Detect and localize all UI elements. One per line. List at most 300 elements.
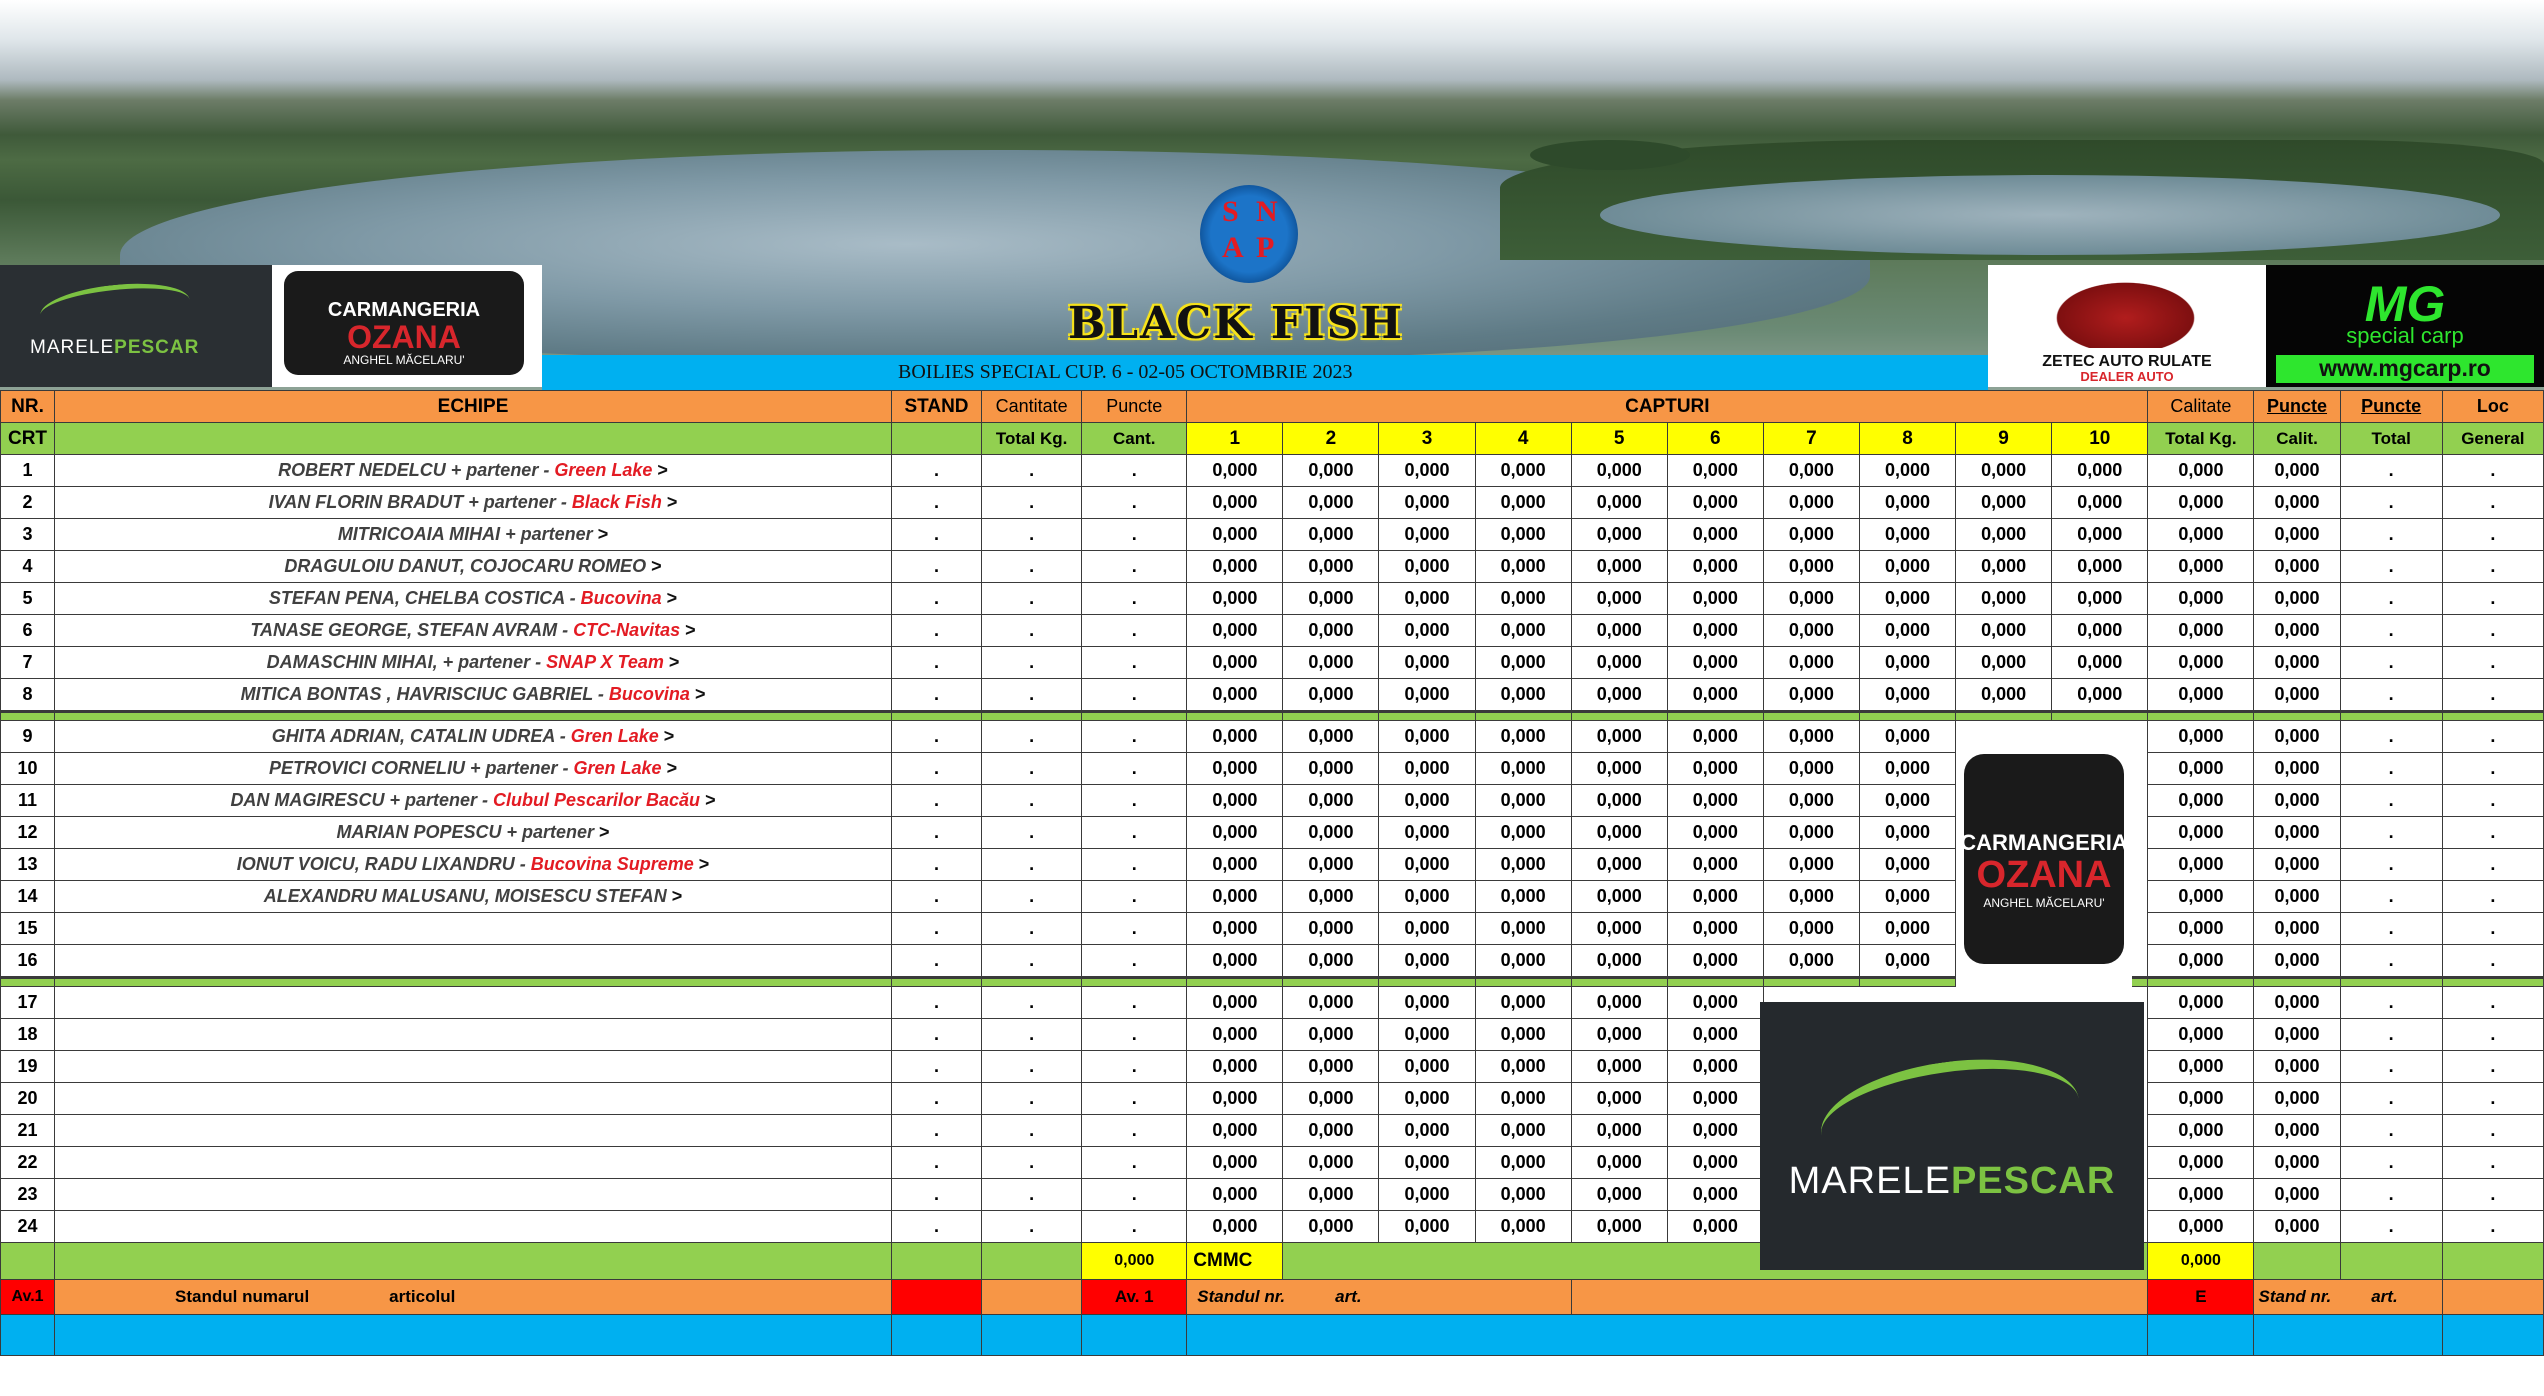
team-members: IONUT VOICU, RADU LIXANDRU - <box>236 854 531 874</box>
row-number: 21 <box>1 1115 55 1147</box>
av-capturi-span <box>1571 1280 2148 1315</box>
separator-cell <box>1763 712 1859 721</box>
capture-9-cell: 0,000 <box>1956 679 2052 712</box>
capture-2-cell: 0,000 <box>1283 1179 1379 1211</box>
table-row <box>1 583 2544 615</box>
row-number: 12 <box>1 817 55 849</box>
capture-4-cell: 0,000 <box>1475 615 1571 647</box>
separator-cell <box>1082 712 1187 721</box>
stand-cell: . <box>891 945 981 978</box>
puncte-total-cell: . <box>2340 1019 2442 1051</box>
separator-cell <box>1956 712 2052 721</box>
puncte-total-cell: . <box>2340 817 2442 849</box>
ozana-line3: ANGHEL MĂCELARU' <box>343 353 465 367</box>
ozana-logo-large <box>1956 734 2132 996</box>
capture-3-cell: 0,000 <box>1379 1019 1475 1051</box>
loc-general-cell: . <box>2442 1147 2543 1179</box>
col-puncte: Puncte <box>1082 391 1187 423</box>
capture-8-cell: 0,000 <box>1859 785 1955 817</box>
capture-5-cell: 0,000 <box>1571 1211 1667 1243</box>
separator-cell <box>55 978 892 987</box>
puncte-calit-cell: 0,000 <box>2254 455 2340 487</box>
team-cell <box>55 679 892 712</box>
separator-cell <box>1475 712 1571 721</box>
capture-4-cell: 0,000 <box>1475 753 1571 785</box>
team-cell <box>55 583 892 615</box>
row-number: 18 <box>1 1019 55 1051</box>
capture-6-cell: 0,000 <box>1667 1051 1763 1083</box>
total-kg-cell: . <box>982 679 1082 712</box>
col-capture-6: 6 <box>1667 423 1763 455</box>
puncte-total-cell: . <box>2340 881 2442 913</box>
capture-4-cell: 0,000 <box>1475 945 1571 978</box>
total-kg-cell: . <box>982 753 1082 785</box>
av1-b-label: Av. 1 <box>1082 1280 1187 1315</box>
capture-3-cell: 0,000 <box>1379 881 1475 913</box>
col-stand: STAND <box>891 391 981 423</box>
capture-4-cell: 0,000 <box>1475 1115 1571 1147</box>
row-number: 9 <box>1 721 55 753</box>
capture-3-cell: 0,000 <box>1379 987 1475 1019</box>
col-total-kg-2: Total Kg. <box>2148 423 2254 455</box>
table-row <box>1 1051 2544 1083</box>
puncte-total-cell: . <box>2340 615 2442 647</box>
capture-9-cell: 0,000 <box>1956 487 2052 519</box>
capture-5-cell: 0,000 <box>1571 647 1667 679</box>
capture-7-cell: 0,000 <box>1763 487 1859 519</box>
mgcarp-logo <box>2266 265 2544 387</box>
puncte-calit-cell: 0,000 <box>2254 1019 2340 1051</box>
totals-total <box>2340 1243 2442 1280</box>
separator-cell <box>982 712 1082 721</box>
row-arrow: > <box>685 620 696 640</box>
capture-8-cell: 0,000 <box>1859 519 1955 551</box>
capture-1-cell: 0,000 <box>1187 679 1283 712</box>
capture-6-cell: 0,000 <box>1667 1147 1763 1179</box>
team-members: MARIAN POPESCU + partener <box>336 822 595 842</box>
marele-pescar-text: MARELEPESCAR <box>30 337 200 358</box>
capture-5-cell: 0,000 <box>1571 615 1667 647</box>
capture-5-cell: 0,000 <box>1571 519 1667 551</box>
team-club: Bucovina <box>608 684 690 704</box>
marele-pescar-logo-large <box>1760 1002 2144 1270</box>
puncte-total-cell: . <box>2340 1211 2442 1243</box>
separator-cell <box>2340 712 2442 721</box>
row-number: 22 <box>1 1147 55 1179</box>
capture-2-cell: 0,000 <box>1283 615 1379 647</box>
row-number: 15 <box>1 913 55 945</box>
stand-cell: . <box>891 615 981 647</box>
separator-cell <box>891 978 981 987</box>
puncte-total-cell: . <box>2340 487 2442 519</box>
stand-cell: . <box>891 1211 981 1243</box>
separator-cell <box>1 978 55 987</box>
ozana-large-line1: CARMANGERIA <box>1960 830 2128 855</box>
team-club: CTC-Navitas <box>573 620 681 640</box>
team-cell <box>55 519 892 551</box>
calitate-total-kg-cell: 0,000 <box>2148 647 2254 679</box>
capture-6-cell: 0,000 <box>1667 551 1763 583</box>
snap-letter-a: A <box>1222 231 1244 264</box>
capture-5-cell: 0,000 <box>1571 817 1667 849</box>
capture-3-cell: 0,000 <box>1379 615 1475 647</box>
header-row-2 <box>1 423 2544 455</box>
capture-5-cell: 0,000 <box>1571 487 1667 519</box>
row-arrow: > <box>666 588 678 608</box>
team-club: Gren Lake <box>573 758 662 778</box>
stand-cell: . <box>891 1019 981 1051</box>
puncte-cant-cell: . <box>1082 987 1187 1019</box>
loc-general-cell: . <box>2442 1115 2543 1147</box>
capture-7-cell: 0,000 <box>1763 455 1859 487</box>
puncte-cant-cell: . <box>1082 1179 1187 1211</box>
team-cell <box>55 881 892 913</box>
group-separator <box>1 712 2544 721</box>
loc-general-cell: . <box>2442 519 2543 551</box>
calitate-total-kg-cell: 0,000 <box>2148 913 2254 945</box>
puncte-calit-cell: 0,000 <box>2254 881 2340 913</box>
puncte-cant-cell: . <box>1082 945 1187 978</box>
calitate-total-kg-cell: 0,000 <box>2148 519 2254 551</box>
capture-8-cell: 0,000 <box>1859 817 1955 849</box>
separator-cell <box>982 978 1082 987</box>
total-kg-cell: . <box>982 1147 1082 1179</box>
capture-10-cell: 0,000 <box>2052 679 2148 712</box>
table-row <box>1 1179 2544 1211</box>
capture-2-cell: 0,000 <box>1283 1211 1379 1243</box>
stand-cell: . <box>891 647 981 679</box>
e-label: E <box>2148 1280 2254 1315</box>
capture-2-cell: 0,000 <box>1283 455 1379 487</box>
bottom-capturi <box>1187 1315 2148 1356</box>
totals-general <box>2442 1243 2543 1280</box>
row-arrow: > <box>666 758 678 778</box>
row-arrow: > <box>651 556 662 576</box>
table-row <box>1 1083 2544 1115</box>
row-arrow: > <box>705 790 716 810</box>
ozana-large-line2: OZANA <box>1976 854 2112 896</box>
separator-cell <box>1859 978 1955 987</box>
puncte-cant-cell: . <box>1082 551 1187 583</box>
puncte-calit-cell: 0,000 <box>2254 753 2340 785</box>
calitate-total-kg-cell: 0,000 <box>2148 583 2254 615</box>
capture-5-cell: 0,000 <box>1571 1115 1667 1147</box>
capture-5-cell: 0,000 <box>1571 1051 1667 1083</box>
team-club: Bucovina <box>580 588 662 608</box>
team-cell <box>55 1019 892 1051</box>
col-cant: Cant. <box>1082 423 1187 455</box>
loc-general-cell: . <box>2442 1179 2543 1211</box>
capture-4-cell: 0,000 <box>1475 785 1571 817</box>
loc-general-cell: . <box>2442 881 2543 913</box>
art2-text: art. <box>2371 1287 2398 1306</box>
capture-1-cell: 0,000 <box>1187 1211 1283 1243</box>
capture-6-cell: 0,000 <box>1667 1019 1763 1051</box>
capture-8-cell: 0,000 <box>1859 615 1955 647</box>
capture-3-cell: 0,000 <box>1379 1051 1475 1083</box>
table-row <box>1 945 2544 978</box>
capture-2-cell: 0,000 <box>1283 945 1379 978</box>
capture-8-cell: 0,000 <box>1859 881 1955 913</box>
col-total: Total <box>2340 423 2442 455</box>
totals-calit <box>2254 1243 2340 1280</box>
capture-7-cell: 0,000 <box>1763 615 1859 647</box>
row-arrow: > <box>698 854 710 874</box>
capture-2-cell: 0,000 <box>1283 849 1379 881</box>
capture-8-cell: 0,000 <box>1859 753 1955 785</box>
event-title: BOILIES SPECIAL CUP. 6 - 02-05 OCTOMBRIE 2023 <box>898 361 1353 383</box>
capture-2-cell: 0,000 <box>1283 753 1379 785</box>
marele-pescar-large-text: MARELEPESCAR <box>1788 1160 2116 1202</box>
capture-4-cell: 0,000 <box>1475 1019 1571 1051</box>
compass-icon <box>1200 185 1298 283</box>
row-number: 17 <box>1 987 55 1019</box>
capture-6-cell: 0,000 <box>1667 849 1763 881</box>
puncte-cant-cell: . <box>1082 679 1187 712</box>
team-cell <box>55 1147 892 1179</box>
stand-cell: . <box>891 1115 981 1147</box>
capture-7-cell: 0,000 <box>1763 913 1859 945</box>
total-kg-cell: . <box>982 455 1082 487</box>
capture-5-cell: 0,000 <box>1571 1083 1667 1115</box>
totals-cmmc-label: CMMC <box>1187 1243 1283 1280</box>
row-number: 10 <box>1 753 55 785</box>
puncte-calit-cell: 0,000 <box>2254 583 2340 615</box>
total-kg-cell: . <box>982 647 1082 679</box>
loc-general-cell: . <box>2442 987 2543 1019</box>
totals-cantitate <box>982 1243 1082 1280</box>
totals-nr <box>1 1243 55 1280</box>
capture-10-cell: 0,000 <box>2052 615 2148 647</box>
col-puncte-total: Puncte <box>2340 391 2442 423</box>
table-row <box>1 615 2544 647</box>
puncte-calit-cell: 0,000 <box>2254 679 2340 712</box>
separator-cell <box>1667 978 1763 987</box>
capture-8-cell: 0,000 <box>1859 679 1955 712</box>
team-club: Gren Lake <box>570 726 659 746</box>
col-capture-5: 5 <box>1571 423 1667 455</box>
capture-1-cell: 0,000 <box>1187 615 1283 647</box>
team-cell <box>55 647 892 679</box>
total-kg-cell: . <box>982 987 1082 1019</box>
separator-cell <box>2148 712 2254 721</box>
mgcarp-line2: special carp <box>2346 323 2464 348</box>
stand-cell: . <box>891 1051 981 1083</box>
team-members: IVAN FLORIN BRADUT + partener - <box>268 492 572 512</box>
stand-cell: . <box>891 1083 981 1115</box>
table-row <box>1 753 2544 785</box>
loc-general-cell: . <box>2442 647 2543 679</box>
capture-5-cell: 0,000 <box>1571 913 1667 945</box>
capture-2-cell: 0,000 <box>1283 679 1379 712</box>
total-kg-cell: . <box>982 785 1082 817</box>
capture-5-cell: 0,000 <box>1571 1179 1667 1211</box>
table-row <box>1 817 2544 849</box>
col-calitate: Calitate <box>2148 391 2254 423</box>
team-cell <box>55 987 892 1019</box>
capture-1-cell: 0,000 <box>1187 1083 1283 1115</box>
capture-6-cell: 0,000 <box>1667 913 1763 945</box>
team-members: TANASE GEORGE, STEFAN AVRAM - <box>250 620 574 640</box>
col-capture-1: 1 <box>1187 423 1283 455</box>
separator-cell <box>891 712 981 721</box>
table-row <box>1 647 2544 679</box>
table-row <box>1 881 2544 913</box>
capture-3-cell: 0,000 <box>1379 1211 1475 1243</box>
loc-general-cell: . <box>2442 785 2543 817</box>
team-cell <box>55 913 892 945</box>
zetec-line2: DEALER AUTO <box>2080 369 2174 384</box>
team-members: STEFAN PENA, CHELBA COSTICA - <box>268 588 581 608</box>
calitate-total-kg-cell: 0,000 <box>2148 817 2254 849</box>
row-arrow: > <box>663 726 675 746</box>
puncte-total-cell: . <box>2340 647 2442 679</box>
row-arrow: > <box>668 652 680 672</box>
capture-7-cell: 0,000 <box>1763 519 1859 551</box>
row-number: 13 <box>1 849 55 881</box>
capture-6-cell: 0,000 <box>1667 785 1763 817</box>
col-capture-8: 8 <box>1859 423 1955 455</box>
ozana-line1: CARMANGERIA <box>327 299 481 321</box>
puncte-total-cell: . <box>2340 1147 2442 1179</box>
stand-cell: . <box>891 1147 981 1179</box>
marele-pescar-logo <box>0 265 272 387</box>
table-row <box>1 1019 2544 1051</box>
header-row-1 <box>1 391 2544 423</box>
capture-5-cell: 0,000 <box>1571 785 1667 817</box>
capture-4-cell: 0,000 <box>1475 987 1571 1019</box>
calitate-total-kg-cell: 0,000 <box>2148 721 2254 753</box>
puncte-total-cell: . <box>2340 1115 2442 1147</box>
capture-4-cell: 0,000 <box>1475 487 1571 519</box>
black-fish-logo: BLACK FISH <box>1067 298 1404 349</box>
total-kg-cell: . <box>982 849 1082 881</box>
puncte-calit-cell: 0,000 <box>2254 1211 2340 1243</box>
calitate-total-kg-cell: 0,000 <box>2148 1051 2254 1083</box>
loc-general-cell: . <box>2442 679 2543 712</box>
av-stand-red <box>891 1280 981 1315</box>
row-arrow: > <box>671 886 683 906</box>
team-members: MITICA BONTAS , HAVRISCIUC GABRIEL - <box>240 684 609 704</box>
team-cell <box>55 1179 892 1211</box>
capture-7-cell: 0,000 <box>1763 721 1859 753</box>
mgcarp-url: www.mgcarp.ro <box>2276 355 2534 383</box>
capture-4-cell: 0,000 <box>1475 1083 1571 1115</box>
results-table <box>0 390 2544 1356</box>
capture-7-cell: 0,000 <box>1763 881 1859 913</box>
puncte-total-cell: . <box>2340 753 2442 785</box>
av-general <box>2442 1280 2543 1315</box>
capture-1-cell: 0,000 <box>1187 455 1283 487</box>
team-club: Black Fish <box>571 492 662 512</box>
separator-cell <box>1859 712 1955 721</box>
capture-10-cell: 0,000 <box>2052 455 2148 487</box>
capture-7-cell: 0,000 <box>1763 679 1859 712</box>
bottom-nr <box>1 1315 55 1356</box>
bottom-puncte <box>1082 1315 1187 1356</box>
separator-cell <box>1475 978 1571 987</box>
loc-general-cell: . <box>2442 487 2543 519</box>
table-row <box>1 721 2544 753</box>
table-row <box>1 487 2544 519</box>
total-kg-cell: . <box>982 487 1082 519</box>
capture-4-cell: 0,000 <box>1475 647 1571 679</box>
capture-1-cell: 0,000 <box>1187 551 1283 583</box>
capture-1-cell: 0,000 <box>1187 785 1283 817</box>
puncte-total-cell: . <box>2340 1179 2442 1211</box>
capture-5-cell: 0,000 <box>1571 721 1667 753</box>
av-cantitate <box>982 1280 1082 1315</box>
puncte-cant-cell: . <box>1082 1211 1187 1243</box>
stand-nr-text: Stand nr. <box>2258 1287 2332 1306</box>
puncte-cant-cell: . <box>1082 753 1187 785</box>
separator-cell <box>1187 978 1283 987</box>
capture-2-cell: 0,000 <box>1283 1019 1379 1051</box>
col-capture-9: 9 <box>1956 423 2052 455</box>
row-number: 11 <box>1 785 55 817</box>
puncte-total-cell: . <box>2340 721 2442 753</box>
col-capture-7: 7 <box>1763 423 1859 455</box>
team-members: ALEXANDRU MALUSANU, MOISESCU STEFAN <box>263 886 667 906</box>
loc-general-cell: . <box>2442 913 2543 945</box>
stand-cell: . <box>891 849 981 881</box>
calitate-total-kg-cell: 0,000 <box>2148 785 2254 817</box>
capture-2-cell: 0,000 <box>1283 1083 1379 1115</box>
capture-6-cell: 0,000 <box>1667 647 1763 679</box>
col-general: General <box>2442 423 2543 455</box>
col-loc: Loc <box>2442 391 2543 423</box>
capture-2-cell: 0,000 <box>1283 1051 1379 1083</box>
capture-1-cell: 0,000 <box>1187 987 1283 1019</box>
capture-9-cell: 0,000 <box>1956 615 2052 647</box>
capture-3-cell: 0,000 <box>1379 945 1475 978</box>
separator-cell <box>2254 978 2340 987</box>
loc-general-cell: . <box>2442 1083 2543 1115</box>
row-arrow: > <box>666 492 678 512</box>
capture-2-cell: 0,000 <box>1283 487 1379 519</box>
standul-numarul-cell <box>55 1280 892 1315</box>
capture-1-cell: 0,000 <box>1187 721 1283 753</box>
puncte-calit-cell: 0,000 <box>2254 647 2340 679</box>
row-arrow: > <box>599 822 610 842</box>
row-number: 24 <box>1 1211 55 1243</box>
total-kg-cell: . <box>982 881 1082 913</box>
capture-5-cell: 0,000 <box>1571 881 1667 913</box>
capture-4-cell: 0,000 <box>1475 881 1571 913</box>
separator-cell <box>2442 978 2543 987</box>
team-cell <box>55 945 892 978</box>
separator-cell <box>1571 978 1667 987</box>
loc-general-cell: . <box>2442 1051 2543 1083</box>
total-kg-cell: . <box>982 1083 1082 1115</box>
separator-cell <box>2442 712 2543 721</box>
capture-7-cell: 0,000 <box>1763 647 1859 679</box>
lake-photo-right <box>1600 175 2500 255</box>
capture-3-cell: 0,000 <box>1379 817 1475 849</box>
puncte-cant-cell: . <box>1082 583 1187 615</box>
separator-cell <box>1082 978 1187 987</box>
separator-cell <box>1187 712 1283 721</box>
stand-cell: . <box>891 881 981 913</box>
capture-6-cell: 0,000 <box>1667 817 1763 849</box>
row-number: 8 <box>1 679 55 712</box>
banner <box>0 0 2544 390</box>
capture-1-cell: 0,000 <box>1187 1179 1283 1211</box>
total-kg-cell: . <box>982 945 1082 978</box>
team-cell <box>55 1051 892 1083</box>
team-cell <box>55 849 892 881</box>
puncte-total-cell: . <box>2340 519 2442 551</box>
